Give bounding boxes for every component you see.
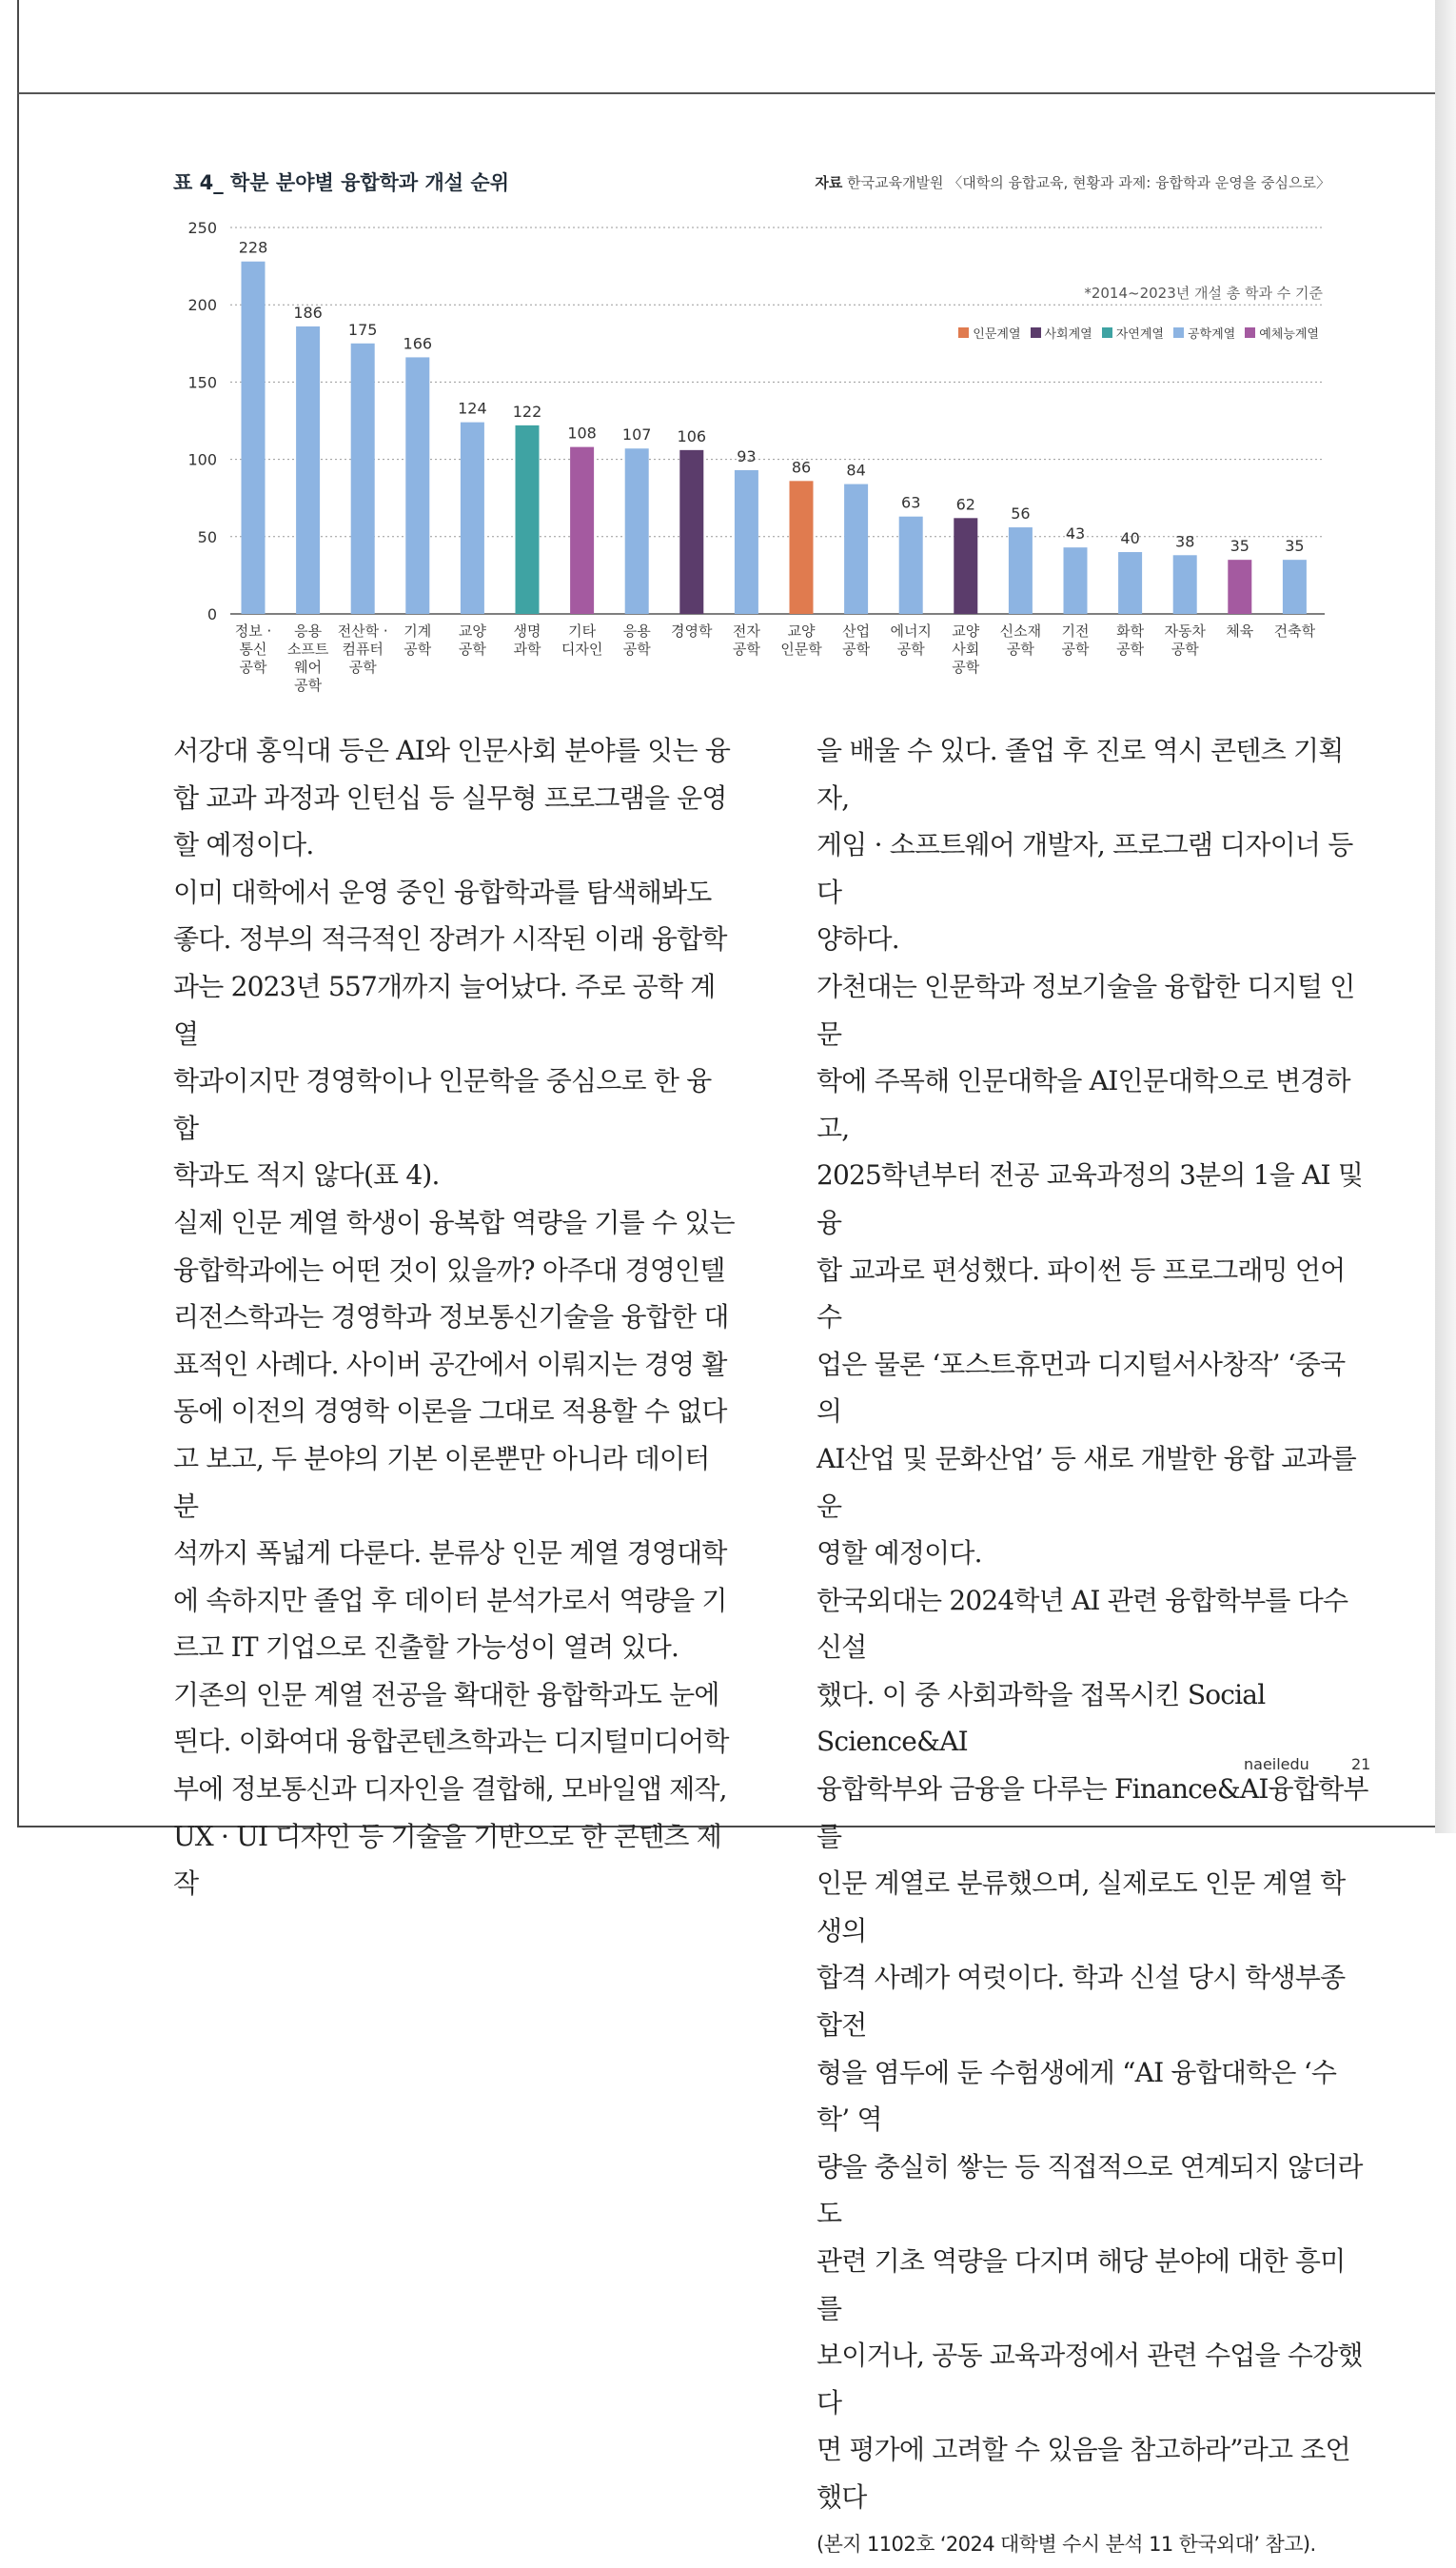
x-tick-label: 기전 bbox=[1061, 622, 1090, 640]
bar bbox=[1064, 547, 1088, 614]
article-line: 2025학년부터 전공 교육과정의 3분의 1을 AI 및 융 bbox=[817, 1159, 1364, 1238]
article-line: 동에 이전의 경영학 이론을 그대로 적용할 수 없다 bbox=[173, 1395, 727, 1428]
x-tick-label: 사회 bbox=[952, 641, 980, 658]
bar bbox=[790, 481, 814, 614]
bar-value-label: 228 bbox=[238, 238, 268, 257]
y-tick-label: 150 bbox=[187, 373, 217, 392]
legend-label: 인문계열 bbox=[973, 327, 1021, 342]
y-tick-label: 0 bbox=[207, 605, 217, 623]
article-line: 양하다. bbox=[817, 923, 899, 956]
article-line: 게임 · 소프트웨어 개발자, 프로그램 디자이너 등 다 bbox=[817, 829, 1353, 908]
x-tick-label: 교양 bbox=[458, 622, 486, 640]
bar bbox=[570, 447, 594, 614]
x-tick-label: 공학 bbox=[1006, 641, 1034, 658]
article-line: AI산업 및 문화산업’ 등 새로 개발한 융합 교과를 운 bbox=[817, 1442, 1356, 1522]
y-tick-label: 200 bbox=[187, 296, 217, 315]
x-tick-label: 신소재 bbox=[999, 622, 1042, 640]
page-number: 21 bbox=[1351, 1755, 1371, 1773]
x-tick-label: 자동차 bbox=[1164, 622, 1206, 640]
x-tick-label: 공학 bbox=[294, 677, 323, 694]
bar-value-label: 56 bbox=[1011, 504, 1031, 523]
article-line: 보이거나, 공동 교육과정에서 관련 수업을 수강했다 bbox=[817, 2340, 1363, 2419]
bar-value-label: 86 bbox=[791, 458, 812, 477]
x-tick-label: 공학 bbox=[842, 641, 871, 658]
x-tick-label: 공학 bbox=[1061, 641, 1090, 658]
chart-note: *2014~2023년 개설 총 학과 수 기준 bbox=[1084, 285, 1323, 302]
x-tick-label: 공학 bbox=[1116, 641, 1145, 658]
x-tick-label: 경영학 bbox=[671, 622, 713, 640]
x-tick-label: 생명 bbox=[513, 622, 541, 640]
article-line: 석까지 폭넓게 다룬다. 분류상 인문 계열 경영대학 bbox=[173, 1537, 727, 1570]
x-tick-label: 공학 bbox=[896, 641, 925, 658]
bar-value-label: 63 bbox=[901, 493, 921, 512]
x-tick-label: 공학 bbox=[348, 659, 377, 676]
bar-value-label: 166 bbox=[403, 334, 433, 353]
x-tick-label: 공학 bbox=[403, 641, 432, 658]
article-line: 관련 기초 역량을 다지며 해당 분야에 대한 흥미를 bbox=[817, 2245, 1346, 2324]
article-line: 학과도 적지 않다(표 4). bbox=[173, 1159, 440, 1192]
x-tick-label: 응용 bbox=[294, 622, 323, 640]
bar bbox=[1228, 560, 1251, 614]
article-reference: (본지 1102호 ‘2024 대학별 수시 분석 11 한국외대’ 참고). bbox=[817, 2532, 1316, 2556]
article-line: 좋다. 정부의 적극적인 장려가 시작된 이래 융합학 bbox=[173, 923, 727, 956]
article-line: 서강대 홍익대 등은 AI와 인문사회 분야를 잇는 융 bbox=[173, 735, 731, 766]
bar bbox=[351, 344, 375, 614]
x-tick-label: 공학 bbox=[239, 659, 267, 676]
y-tick-label: 50 bbox=[197, 527, 217, 546]
bar-value-label: 35 bbox=[1285, 537, 1305, 556]
article-line: 학과이지만 경영학이나 인문학을 중심으로 한 융합 bbox=[173, 1065, 712, 1144]
x-tick-label: 공학 bbox=[952, 659, 980, 676]
y-tick-label: 100 bbox=[187, 450, 217, 469]
x-tick-label: 정보 · bbox=[234, 622, 272, 640]
bar bbox=[844, 484, 868, 614]
legend-label: 예체능계열 bbox=[1259, 327, 1319, 342]
x-tick-label: 공학 bbox=[1171, 641, 1199, 658]
article-left-column bbox=[173, 727, 735, 1907]
article-line: 표적인 사례다. 사이버 공간에서 이뤄지는 경영 활 bbox=[173, 1348, 727, 1380]
article-line: 영할 예정이다. bbox=[817, 1537, 982, 1570]
article-line: 합 교과로 편성했다. 파이썬 등 프로그래밍 언어 수 bbox=[817, 1254, 1346, 1333]
bar-chart bbox=[0, 0, 1456, 704]
y-tick-label: 250 bbox=[187, 219, 217, 237]
bar bbox=[954, 518, 977, 614]
bar bbox=[679, 450, 703, 614]
x-tick-label: 체육 bbox=[1226, 622, 1254, 640]
legend-label: 공학계열 bbox=[1187, 327, 1236, 342]
x-tick-label: 응용 bbox=[622, 622, 651, 640]
article-line: 형을 염두에 둔 수험생에게 “AI 융합대학은 ‘수학’ 역 bbox=[817, 2056, 1337, 2136]
bar-value-label: 107 bbox=[621, 425, 652, 444]
article-line: 고 보고, 두 분야의 기본 이론뿐만 아니라 데이터 분 bbox=[173, 1442, 710, 1522]
article-line: 할 예정이다. bbox=[173, 829, 314, 861]
article-line: 리전스학과는 경영학과 정보통신기술을 융합한 대 bbox=[173, 1301, 729, 1333]
bar bbox=[516, 425, 540, 614]
article-line: 르고 IT 기업으로 진출할 가능성이 열려 있다. bbox=[173, 1631, 679, 1664]
article-line: 띈다. 이화여대 융합콘텐츠학과는 디지털미디어학 bbox=[173, 1726, 729, 1758]
x-tick-label: 웨어 bbox=[294, 659, 323, 676]
bar bbox=[899, 517, 923, 614]
x-tick-label: 에너지 bbox=[890, 622, 932, 640]
x-tick-label: 컴퓨터 bbox=[342, 641, 384, 658]
bar-value-label: 175 bbox=[347, 320, 378, 339]
x-tick-label: 통신 bbox=[239, 641, 267, 658]
x-tick-label: 공학 bbox=[622, 641, 651, 658]
article-line: 부에 정보통신과 디자인을 결합해, 모바일앱 제작, bbox=[173, 1773, 727, 1806]
legend-label: 사회계열 bbox=[1044, 327, 1092, 342]
bar-value-label: 93 bbox=[737, 446, 757, 465]
x-tick-label: 기타 bbox=[568, 622, 597, 640]
bar-value-label: 38 bbox=[1175, 532, 1195, 551]
article-line: 량을 충실히 쌓는 등 직접적으로 연계되지 않더라도 bbox=[817, 2150, 1363, 2230]
x-tick-label: 산업 bbox=[842, 622, 871, 640]
x-tick-label: 화학 bbox=[1116, 622, 1145, 640]
x-tick-label: 전산학 · bbox=[337, 622, 388, 640]
article-line: 실제 인문 계열 학생이 융복합 역량을 기를 수 있는 bbox=[173, 1206, 735, 1238]
article-right-lines bbox=[817, 727, 1371, 2521]
bar-value-label: 186 bbox=[293, 303, 323, 322]
source-text: 한국교육개발원 〈대학의 융합교육, 현황과 과제: 융합학과 운영을 중심으로〉 bbox=[847, 174, 1330, 191]
x-tick-label: 전자 bbox=[732, 622, 760, 640]
x-tick-label: 교양 bbox=[787, 622, 816, 640]
x-tick-label: 공학 bbox=[732, 641, 760, 658]
article-line: 과는 2023년 557개까지 늘어났다. 주로 공학 계열 bbox=[173, 970, 716, 1050]
x-tick-label: 교양 bbox=[952, 622, 980, 640]
x-tick-label: 공학 bbox=[458, 641, 486, 658]
x-tick-label: 건축학 bbox=[1273, 622, 1316, 640]
article-line: 이미 대학에서 운영 중인 융합학과를 탐색해봐도 bbox=[173, 876, 712, 908]
article-line: 을 배울 수 있다. 졸업 후 진로 역시 콘텐츠 기획자, bbox=[817, 735, 1344, 814]
article-line: 학에 주목해 인문대학을 AI인문대학으로 변경하고, bbox=[817, 1065, 1350, 1144]
bar-value-label: 124 bbox=[458, 399, 487, 418]
bar-value-label: 84 bbox=[846, 461, 866, 480]
article-line: 면 평가에 고려할 수 있음을 참고하라”라고 조언했다 bbox=[817, 2434, 1350, 2513]
x-tick-label: 디자인 bbox=[561, 641, 603, 658]
source-label: 자료 bbox=[815, 174, 843, 191]
article-line: 융합학부와 금융을 다루는 Finance&AI융합학부를 bbox=[817, 1773, 1368, 1852]
bar bbox=[1118, 552, 1142, 614]
bar bbox=[296, 326, 320, 614]
bar bbox=[405, 357, 429, 614]
x-tick-label: 과학 bbox=[513, 641, 541, 658]
article-line: 인문 계열로 분류했으며, 실제로도 인문 계열 학생의 bbox=[817, 1867, 1346, 1946]
bar-value-label: 122 bbox=[512, 402, 542, 421]
bar-value-label: 40 bbox=[1120, 529, 1140, 548]
bar bbox=[625, 448, 649, 614]
article-line: 합격 사례가 여럿이다. 학과 신설 당시 학생부종합전 bbox=[817, 1962, 1346, 2042]
article-line: 융합학과에는 어떤 것이 있을까? 아주대 경영인텔 bbox=[173, 1254, 725, 1286]
bar bbox=[1173, 555, 1197, 614]
legend-label: 자연계열 bbox=[1115, 327, 1164, 342]
x-tick-label: 기계 bbox=[403, 622, 432, 640]
article-right-column bbox=[817, 727, 1371, 2568]
chart-title: 표 4_ 학분 분야별 융합학과 개설 순위 bbox=[173, 171, 509, 194]
x-tick-label: 소프트 bbox=[286, 641, 329, 658]
article-line: 했다. 이 중 사회과학을 접목시킨 Social Science&AI bbox=[817, 1678, 1266, 1758]
article-line: UX · UI 디자인 등 기술을 기반으로 한 콘텐츠 제작 bbox=[173, 1820, 721, 1900]
article-line: 가천대는 인문학과 정보기술을 융합한 디지털 인문 bbox=[817, 970, 1355, 1050]
bar-value-label: 43 bbox=[1065, 524, 1086, 543]
article-line: 에 속하지만 졸업 후 데이터 분석가로서 역량을 기 bbox=[173, 1584, 727, 1616]
article-line: 한국외대는 2024학년 AI 관련 융합학부를 다수 신설 bbox=[817, 1584, 1348, 1664]
article-line: 업은 물론 ‘포스트휴먼과 디지털서사창작’ ‘중국의 bbox=[817, 1348, 1346, 1428]
bar-value-label: 106 bbox=[677, 426, 707, 445]
bar-value-label: 35 bbox=[1230, 537, 1249, 556]
bar-value-label: 62 bbox=[955, 495, 975, 514]
bar bbox=[1009, 527, 1033, 614]
x-tick-label: 인문학 bbox=[780, 641, 822, 658]
article-line: 합 교과 과정과 인턴십 등 실무형 프로그램을 운영 bbox=[173, 781, 727, 814]
bar bbox=[461, 423, 484, 614]
article-line: 기존의 인문 계열 전공을 확대한 융합학과도 눈에 bbox=[173, 1678, 719, 1710]
bar-value-label: 108 bbox=[567, 424, 597, 443]
footer-site: naeiledu bbox=[1244, 1755, 1309, 1773]
bar bbox=[242, 262, 266, 614]
bar bbox=[1283, 560, 1307, 614]
bar bbox=[735, 470, 758, 614]
